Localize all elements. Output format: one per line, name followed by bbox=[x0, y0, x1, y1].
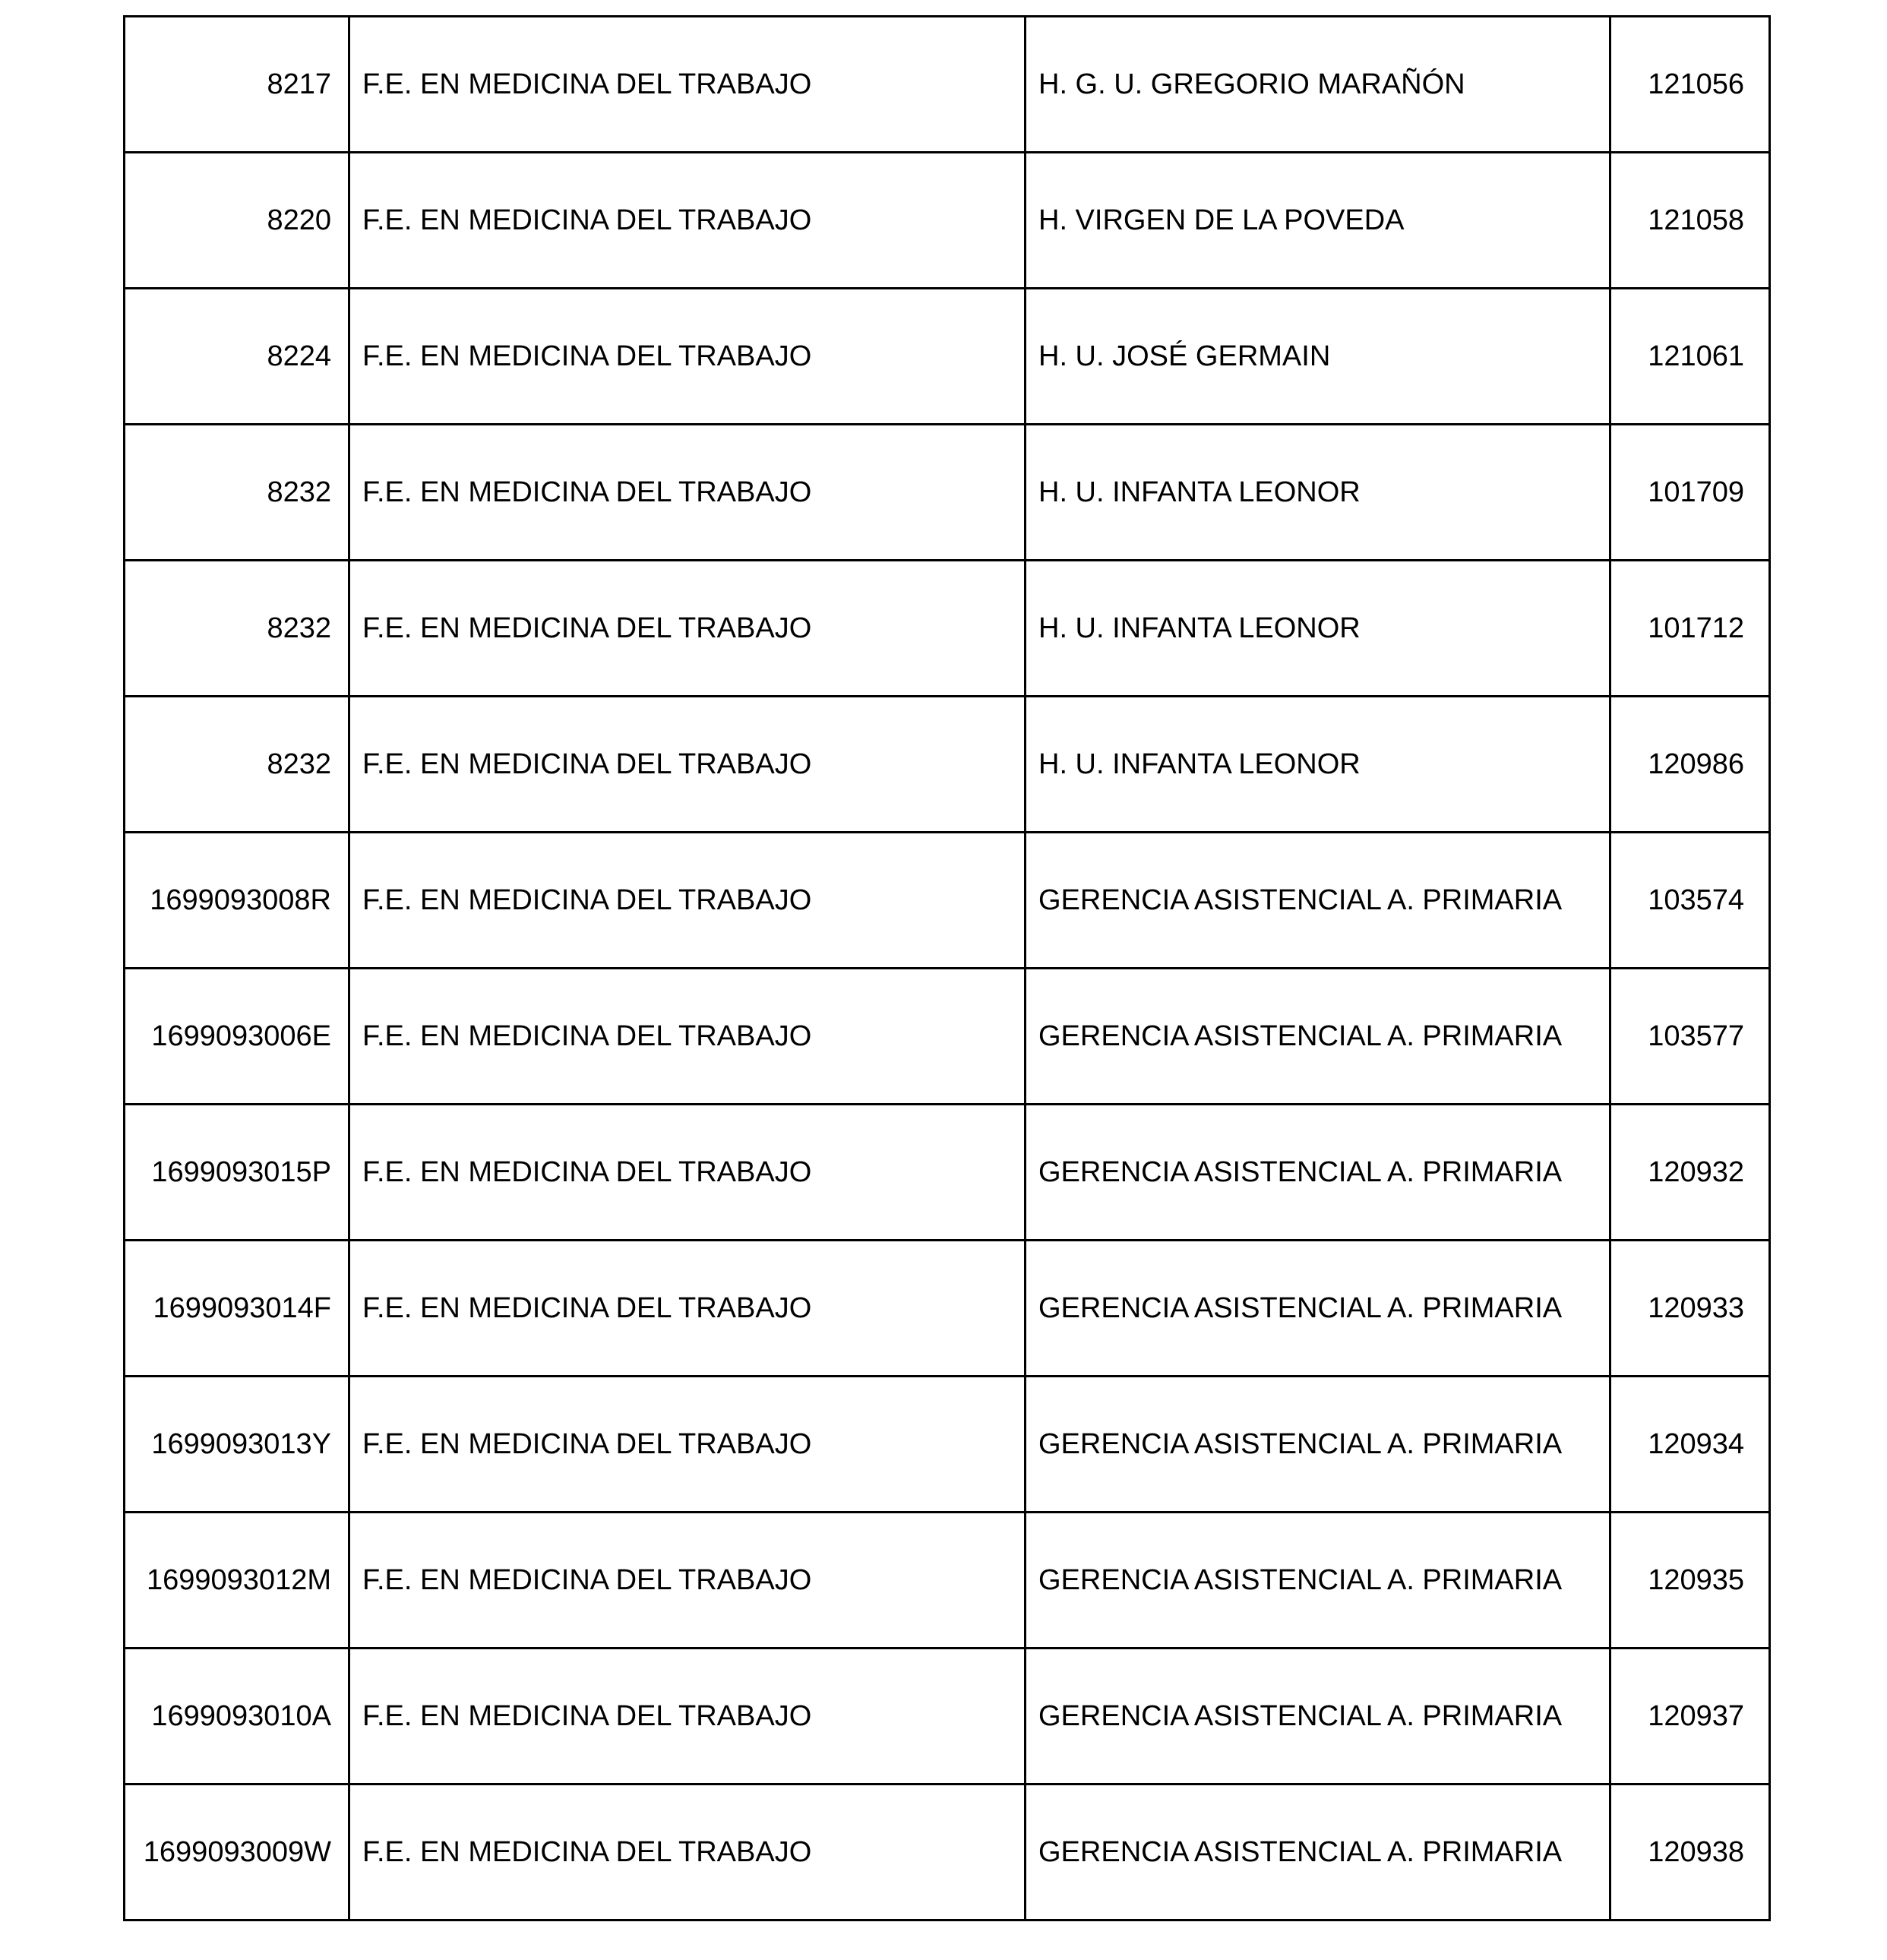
table-row bbox=[125, 1513, 1770, 1649]
table-row bbox=[125, 969, 1770, 1105]
cell-center: H. VIRGEN DE LA POVEDA bbox=[1026, 153, 1610, 289]
cell-number: 120933 bbox=[1610, 1241, 1770, 1377]
table-row bbox=[125, 425, 1770, 561]
cell-code: 8224 bbox=[125, 289, 349, 425]
cell-code: 8232 bbox=[125, 697, 349, 833]
cell-number: 121058 bbox=[1610, 153, 1770, 289]
cell-center: H. U. INFANTA LEONOR bbox=[1026, 425, 1610, 561]
cell-center: GERENCIA ASISTENCIAL A. PRIMARIA bbox=[1026, 1105, 1610, 1241]
cell-number: 103577 bbox=[1610, 969, 1770, 1105]
cell-specialty: F.E. EN MEDICINA DEL TRABAJO bbox=[349, 153, 1026, 289]
cell-number: 101712 bbox=[1610, 561, 1770, 697]
cell-specialty: F.E. EN MEDICINA DEL TRABAJO bbox=[349, 561, 1026, 697]
cell-specialty: F.E. EN MEDICINA DEL TRABAJO bbox=[349, 833, 1026, 969]
cell-number: 101709 bbox=[1610, 425, 1770, 561]
table-row bbox=[125, 1241, 1770, 1377]
table-row bbox=[125, 833, 1770, 969]
cell-center: GERENCIA ASISTENCIAL A. PRIMARIA bbox=[1026, 1377, 1610, 1513]
cell-code: 8220 bbox=[125, 153, 349, 289]
table-row bbox=[125, 1105, 1770, 1241]
cell-specialty: F.E. EN MEDICINA DEL TRABAJO bbox=[349, 425, 1026, 561]
cell-code: 8232 bbox=[125, 561, 349, 697]
cell-specialty: F.E. EN MEDICINA DEL TRABAJO bbox=[349, 1649, 1026, 1785]
cell-code: 1699093012M bbox=[125, 1513, 349, 1649]
cell-specialty: F.E. EN MEDICINA DEL TRABAJO bbox=[349, 1785, 1026, 1920]
cell-center: GERENCIA ASISTENCIAL A. PRIMARIA bbox=[1026, 833, 1610, 969]
cell-code: 1699093010A bbox=[125, 1649, 349, 1785]
cell-specialty: F.E. EN MEDICINA DEL TRABAJO bbox=[349, 1241, 1026, 1377]
cell-number: 103574 bbox=[1610, 833, 1770, 969]
cell-specialty: F.E. EN MEDICINA DEL TRABAJO bbox=[349, 17, 1026, 153]
cell-number: 120935 bbox=[1610, 1513, 1770, 1649]
cell-code: 1699093009W bbox=[125, 1785, 349, 1920]
cell-center: GERENCIA ASISTENCIAL A. PRIMARIA bbox=[1026, 1649, 1610, 1785]
cell-specialty: F.E. EN MEDICINA DEL TRABAJO bbox=[349, 697, 1026, 833]
table-row bbox=[125, 1649, 1770, 1785]
cell-number: 120937 bbox=[1610, 1649, 1770, 1785]
cell-specialty: F.E. EN MEDICINA DEL TRABAJO bbox=[349, 289, 1026, 425]
cell-code: 8232 bbox=[125, 425, 349, 561]
cell-code: 1699093008R bbox=[125, 833, 349, 969]
cell-number: 120986 bbox=[1610, 697, 1770, 833]
table-row bbox=[125, 1377, 1770, 1513]
cell-number: 120934 bbox=[1610, 1377, 1770, 1513]
table-row bbox=[125, 561, 1770, 697]
cell-code: 1699093015P bbox=[125, 1105, 349, 1241]
table-row bbox=[125, 153, 1770, 289]
positions-table bbox=[123, 15, 1771, 1921]
cell-code: 8217 bbox=[125, 17, 349, 153]
cell-center: GERENCIA ASISTENCIAL A. PRIMARIA bbox=[1026, 1785, 1610, 1920]
cell-specialty: F.E. EN MEDICINA DEL TRABAJO bbox=[349, 1105, 1026, 1241]
table-body bbox=[125, 17, 1770, 1920]
cell-center: GERENCIA ASISTENCIAL A. PRIMARIA bbox=[1026, 969, 1610, 1105]
cell-specialty: F.E. EN MEDICINA DEL TRABAJO bbox=[349, 969, 1026, 1105]
cell-number: 121061 bbox=[1610, 289, 1770, 425]
cell-center: H. U. INFANTA LEONOR bbox=[1026, 561, 1610, 697]
cell-number: 120932 bbox=[1610, 1105, 1770, 1241]
cell-specialty: F.E. EN MEDICINA DEL TRABAJO bbox=[349, 1377, 1026, 1513]
table-row bbox=[125, 697, 1770, 833]
table-row bbox=[125, 289, 1770, 425]
cell-center: GERENCIA ASISTENCIAL A. PRIMARIA bbox=[1026, 1513, 1610, 1649]
cell-code: 1699093006E bbox=[125, 969, 349, 1105]
cell-center: H. U. JOSÉ GERMAIN bbox=[1026, 289, 1610, 425]
cell-code: 1699093013Y bbox=[125, 1377, 349, 1513]
cell-center: H. U. INFANTA LEONOR bbox=[1026, 697, 1610, 833]
cell-code: 1699093014F bbox=[125, 1241, 349, 1377]
cell-center: H. G. U. GREGORIO MARAÑÓN bbox=[1026, 17, 1610, 153]
cell-number: 120938 bbox=[1610, 1785, 1770, 1920]
table-row bbox=[125, 17, 1770, 153]
cell-specialty: F.E. EN MEDICINA DEL TRABAJO bbox=[349, 1513, 1026, 1649]
cell-center: GERENCIA ASISTENCIAL A. PRIMARIA bbox=[1026, 1241, 1610, 1377]
table-row bbox=[125, 1785, 1770, 1920]
cell-number: 121056 bbox=[1610, 17, 1770, 153]
